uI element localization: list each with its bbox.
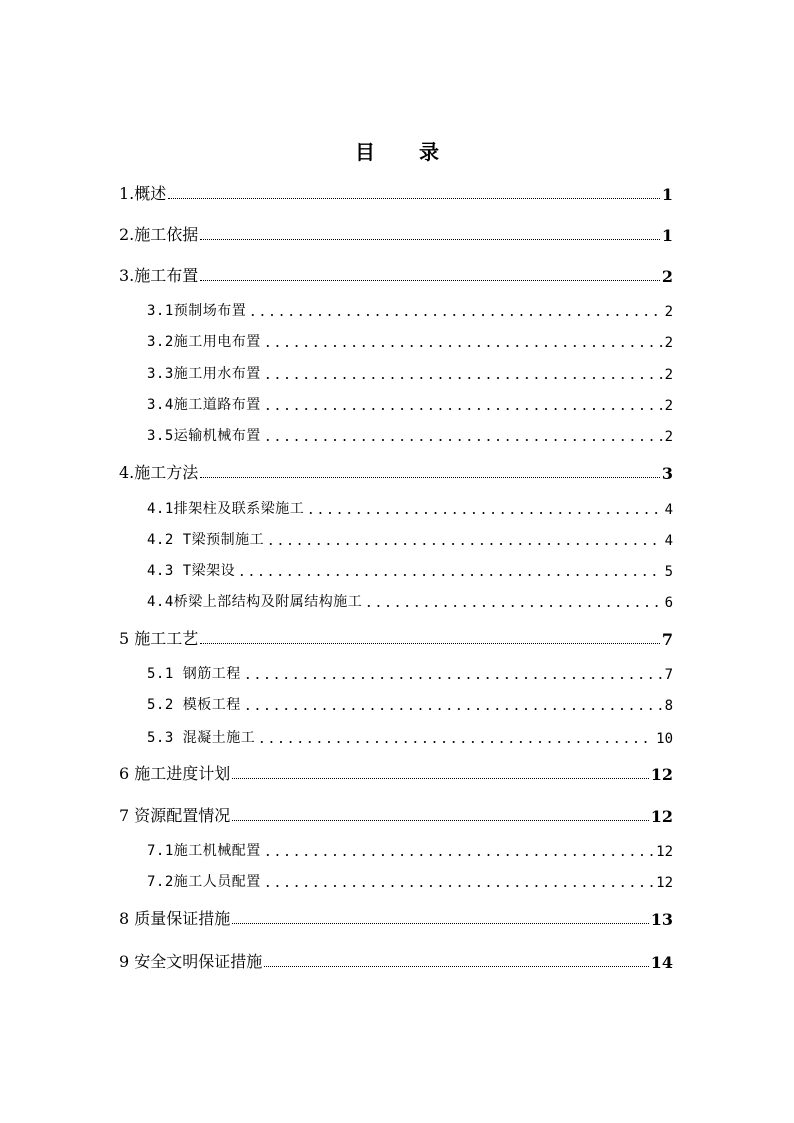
toc-leader-dots [263,363,663,383]
toc-entry-page: 2 [664,335,673,351]
toc-entry-page: 4 [664,502,673,518]
toc-entry-label: 3.2施工用电布置 [147,334,261,350]
toc-entry-label: 6 施工进度计划 [119,764,231,783]
toc-leader-dots [264,950,648,972]
toc-entry-label: 4.3 T梁架设 [147,563,236,579]
toc-leader-dots [232,804,648,826]
toc-leader-dots [364,591,662,611]
toc-entry[interactable] [119,182,673,204]
toc-entry-label: 3.5运输机械布置 [147,428,261,444]
toc-entry-page: 12 [656,844,673,860]
toc-leader-dots [263,331,663,351]
toc-leader-dots [200,461,660,483]
toc-subentry[interactable] [147,498,673,518]
toc-leader-dots [200,264,660,286]
toc-entry[interactable] [119,223,673,245]
toc-subentry[interactable] [147,425,673,445]
toc-entry-label: 5.3 混凝土施工 [147,730,256,746]
toc-entry-label: 7 资源配置情况 [119,806,231,825]
toc-entry-label: 3.1预制场布置 [147,303,247,319]
toc-entry-page: 1 [661,185,673,204]
toc-entry-label: 2.施工依据 [119,225,199,244]
toc-entry-label: 4.4桥梁上部结构及附属结构施工 [147,594,363,610]
toc-leader-dots [232,907,648,929]
toc-leader-dots [243,663,663,683]
toc-entry-label: 5.2 模板工程 [147,697,241,713]
toc-subentry[interactable] [147,591,673,611]
toc-leader-dots [248,300,662,320]
toc-entry-page: 6 [664,595,673,611]
toc-subentry[interactable] [147,529,673,549]
toc-entry-page: 2 [664,429,673,445]
toc-entry-label: 5.1 钢筋工程 [147,666,241,682]
toc-subentry[interactable] [147,331,673,351]
toc-leader-dots [200,223,660,245]
toc-entry-label: 8 质量保证措施 [119,909,231,928]
toc-entry-page: 10 [656,731,673,747]
toc-entry[interactable] [119,627,673,649]
toc-leader-dots [263,425,663,445]
toc-entry-page: 7 [664,667,673,683]
toc-leader-dots [232,762,648,784]
toc-subentry[interactable] [147,727,673,747]
toc-subentry[interactable] [147,871,673,891]
toc-entry-label: 4.施工方法 [119,463,199,482]
toc-leader-dots [237,560,662,580]
toc-leader-dots [243,694,663,714]
toc-entry-label: 5 施工工艺 [119,629,199,648]
toc-entry-page: 2 [664,304,673,320]
toc-entry-page: 4 [664,533,673,549]
toc-entry-page: 12 [656,875,673,891]
toc-entry-label: 9 安全文明保证措施 [119,952,263,971]
toc-entry[interactable] [119,762,673,784]
toc-entry-page: 12 [650,765,673,784]
toc-leader-dots [266,529,662,549]
toc-subentry[interactable] [147,394,673,414]
toc-leader-dots [263,871,654,891]
toc-leader-dots [200,627,660,649]
toc-leader-dots [263,394,663,414]
toc-entry-label: 7.1施工机械配置 [147,843,261,859]
toc-entry[interactable] [119,907,673,929]
toc-entry[interactable] [119,264,673,286]
toc-subentry[interactable] [147,663,673,683]
toc-title [0,136,794,165]
toc-subentry[interactable] [147,560,673,580]
toc-leader-dots [168,182,660,204]
toc-entry-page: 7 [661,630,673,649]
toc-entry-page: 13 [650,910,673,929]
toc-subentry[interactable] [147,694,673,714]
toc-entry[interactable] [119,950,673,972]
toc-entry-page: 2 [661,267,673,286]
toc-title-part1: 目 [355,140,375,164]
toc-title-part2: 录 [419,140,439,164]
toc-subentry[interactable] [147,840,673,860]
toc-entry-page: 1 [661,226,673,245]
toc-entry[interactable] [119,461,673,483]
toc-subentry[interactable] [147,300,673,320]
toc-leader-dots [263,840,654,860]
toc-entry-page: 3 [661,464,673,483]
toc-entry-page: 2 [664,367,673,383]
toc-leader-dots [306,498,662,518]
toc-entry-page: 5 [664,564,673,580]
toc-entry-page: 2 [664,398,673,414]
toc-entry-label: 3.3施工用水布置 [147,366,261,382]
toc-entry-label: 3.4施工道路布置 [147,397,261,413]
toc-subentry[interactable] [147,363,673,383]
toc-leader-dots [257,727,654,747]
toc-entry-page: 12 [650,807,673,826]
toc-entry[interactable] [119,804,673,826]
toc-entry-label: 1.概述 [119,184,167,203]
toc-entry-label: 7.2施工人员配置 [147,874,261,890]
toc-entry-label: 4.2 T梁预制施工 [147,532,265,548]
toc-entry-label: 3.施工布置 [119,266,199,285]
toc-entry-page: 14 [650,953,673,972]
toc-entry-page: 8 [664,698,673,714]
toc-entry-label: 4.1排架柱及联系梁施工 [147,501,305,517]
